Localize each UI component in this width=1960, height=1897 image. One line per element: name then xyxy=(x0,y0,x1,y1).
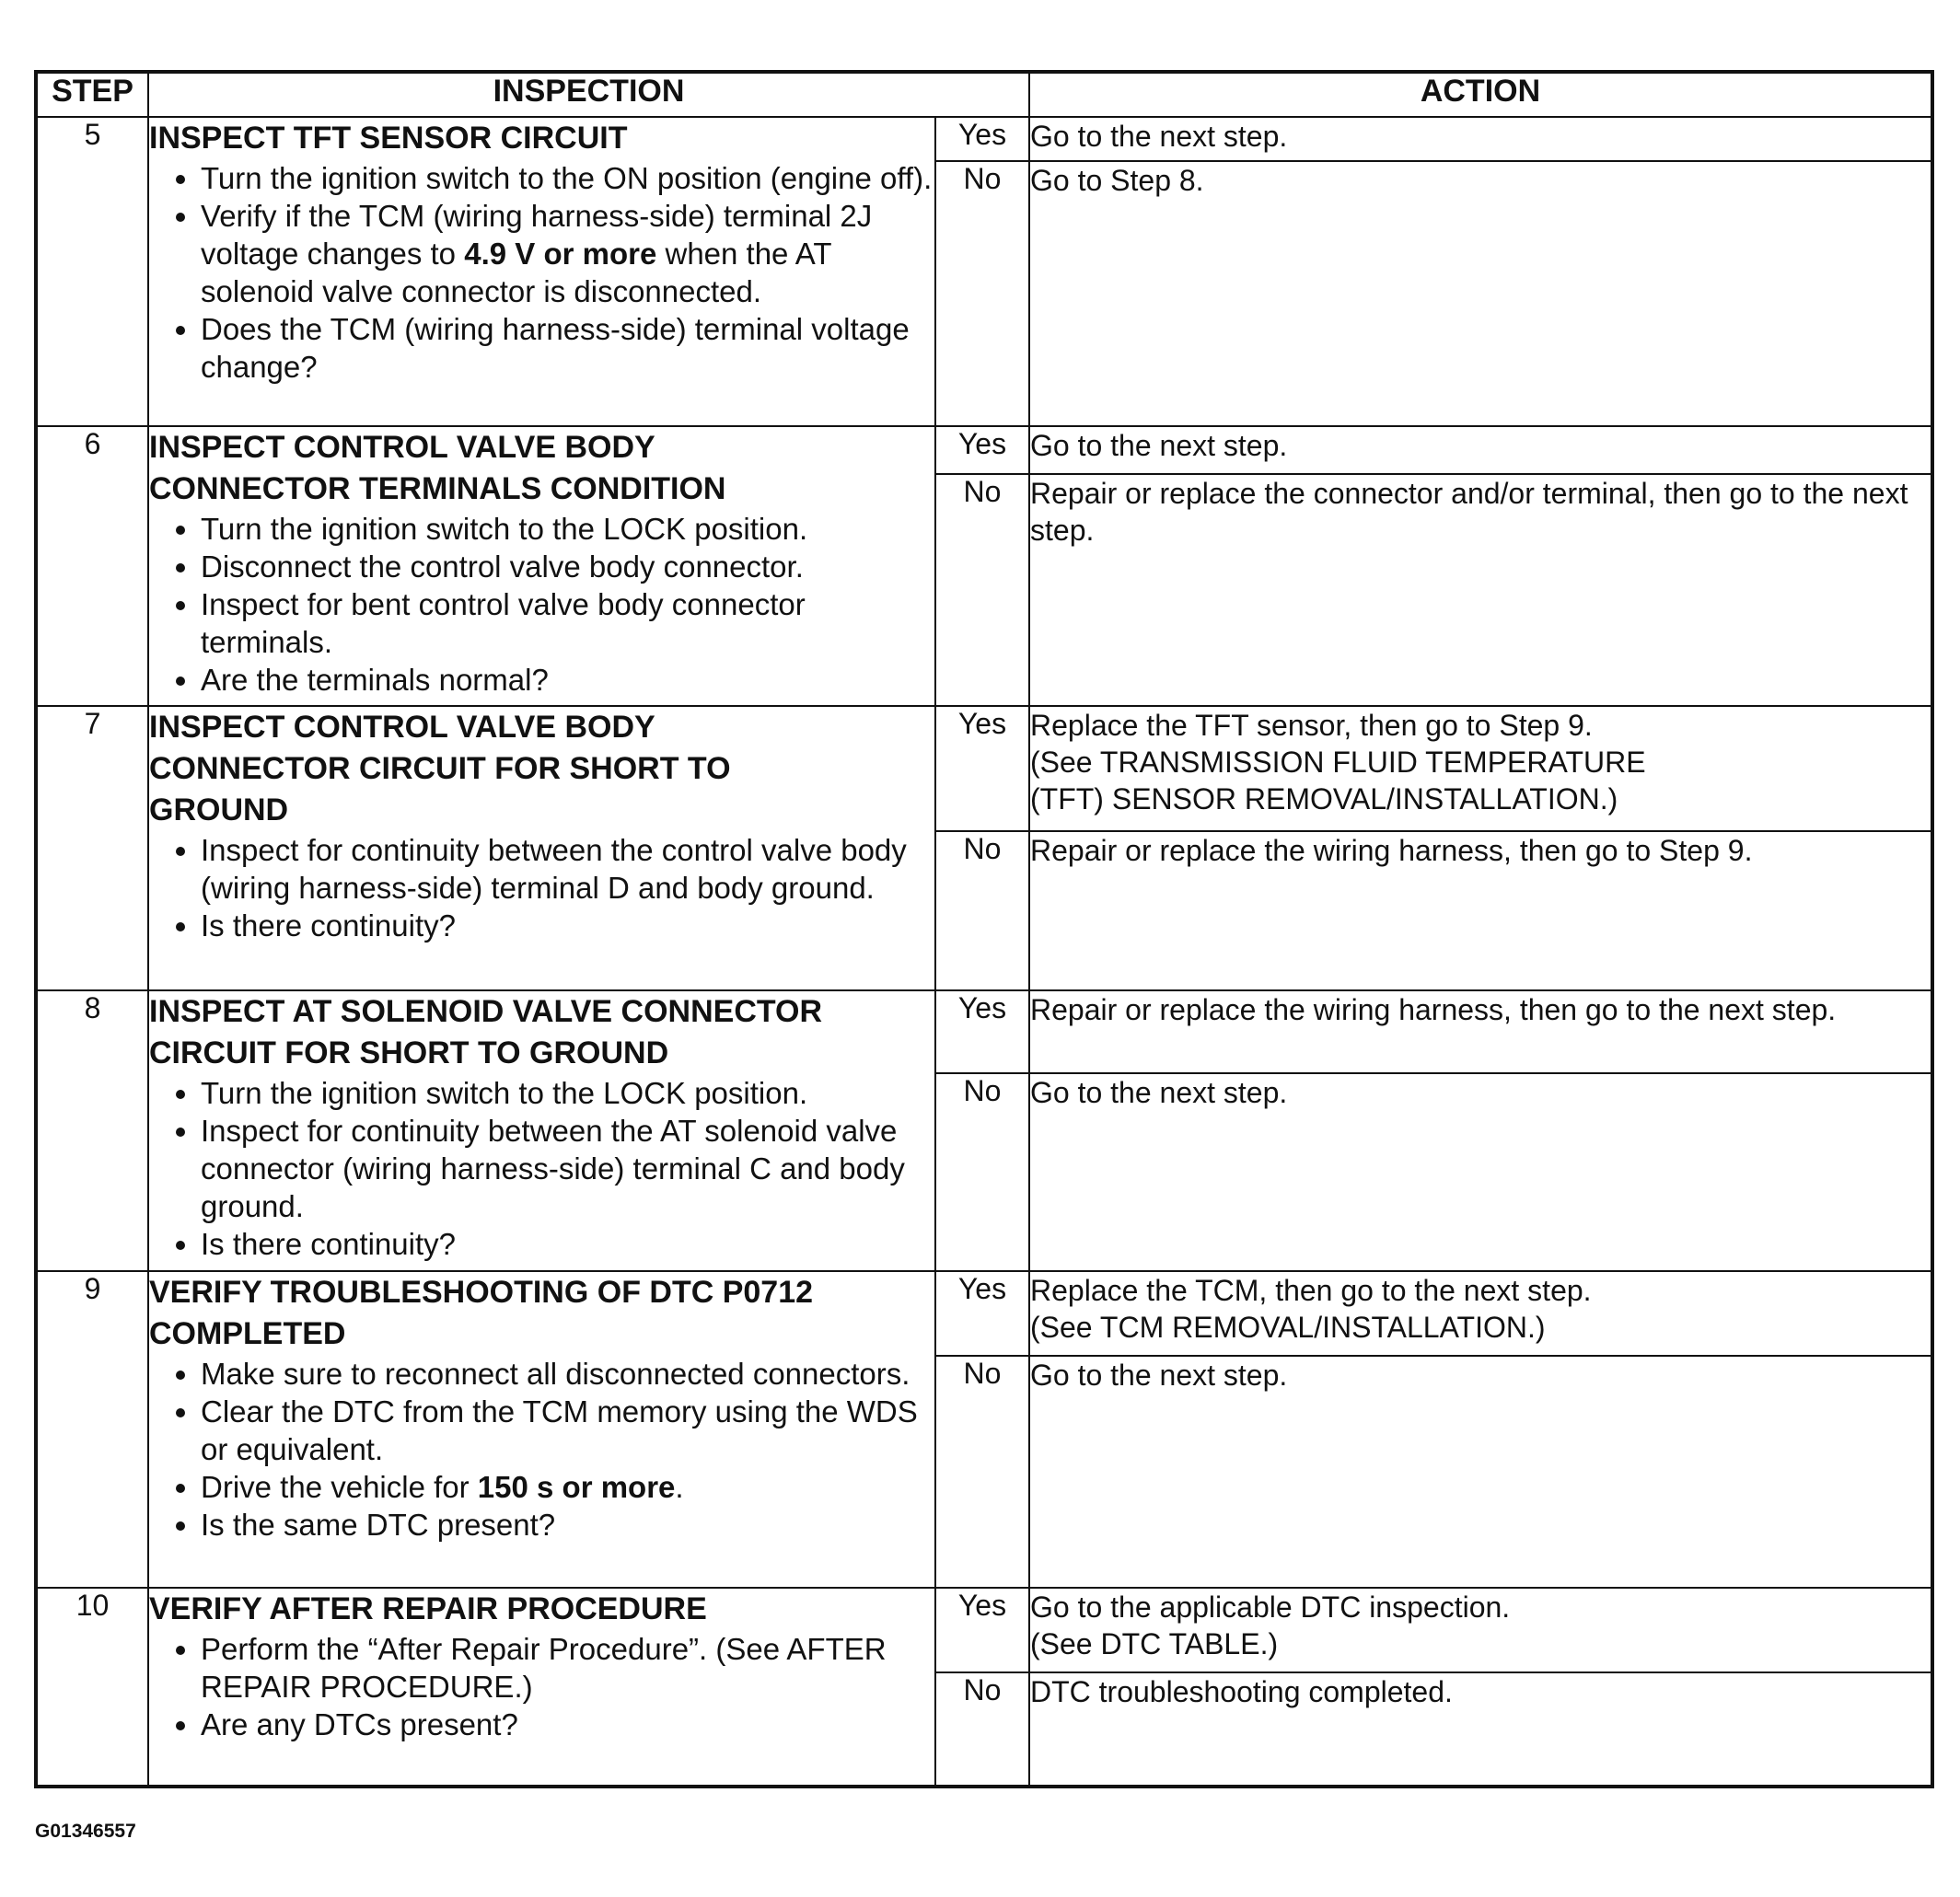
inspection-list xyxy=(149,159,934,386)
inspection-item-text: Drive the vehicle for xyxy=(201,1470,478,1504)
inspection-item: • Inspect for continuity between the control valve body (wiring harness-side) terminal D and body ground. xyxy=(201,831,934,907)
inspection-title: CONNECTOR CIRCUIT FOR SHORT TO xyxy=(149,751,731,786)
yes-label: Yes xyxy=(935,706,1029,831)
inspection-title: CONNECTOR TERMINALS CONDITION xyxy=(149,471,726,506)
inspection-title: INSPECT CONTROL VALVE BODY xyxy=(149,430,655,465)
figure-id: G01346557 xyxy=(35,1821,136,1842)
inspection-list xyxy=(149,1074,934,1263)
no-action xyxy=(1029,1356,1932,1588)
step-row-yes xyxy=(36,1271,1932,1356)
inspection-item-text: Verify if the TCM (wiring harness-side) terminal 2J voltage changes to xyxy=(201,199,873,271)
inspection-cell xyxy=(148,426,935,706)
no-label: No xyxy=(935,474,1029,706)
inspection-title: CIRCUIT FOR SHORT TO GROUND xyxy=(149,1035,669,1070)
step-row-yes xyxy=(36,426,1932,474)
step-number: 8 xyxy=(36,990,148,1271)
no-action xyxy=(1029,831,1932,990)
yes-action xyxy=(1029,1588,1932,1672)
no-action-line: Go to the next step. xyxy=(1030,1359,1288,1392)
yes-action xyxy=(1029,426,1932,474)
inspection-cell xyxy=(148,1271,935,1588)
inspection-title: VERIFY AFTER REPAIR PROCEDURE xyxy=(149,1591,707,1626)
inspection-list xyxy=(149,1355,934,1544)
yes-action-line: (See TRANSMISSION FLUID TEMPERATURE xyxy=(1030,746,1646,779)
inspection-item: • Is the same DTC present? xyxy=(201,1506,934,1544)
inspection-item-spec: 4.9 V or more xyxy=(464,237,657,271)
no-action xyxy=(1029,474,1932,706)
yes-action-line: Replace the TCM, then go to the next step. xyxy=(1030,1274,1592,1307)
inspection-cell xyxy=(148,1588,935,1787)
yes-label: Yes xyxy=(935,117,1029,161)
header-action: ACTION xyxy=(1029,72,1932,117)
yes-action xyxy=(1029,1271,1932,1356)
step-row-yes xyxy=(36,1588,1932,1672)
inspection-item: • Turn the ignition switch to the LOCK position. xyxy=(201,510,934,548)
no-label: No xyxy=(935,1073,1029,1271)
yes-action-line: Go to the next step. xyxy=(1030,120,1288,153)
inspection-title: COMPLETED xyxy=(149,1316,346,1351)
inspection-table xyxy=(34,70,1934,1788)
inspection-item: • Turn the ignition switch to the LOCK position. xyxy=(201,1074,934,1112)
inspection-item-text: when the AT solenoid valve connector is disconnected. xyxy=(201,237,831,308)
yes-action-line: Go to the applicable DTC inspection. xyxy=(1030,1590,1511,1624)
inspection-item: • Is there continuity? xyxy=(201,1225,934,1263)
yes-action-line: (See TCM REMOVAL/INSTALLATION.) xyxy=(1030,1311,1546,1344)
yes-action-line: Go to the next step. xyxy=(1030,429,1288,462)
inspection-title: INSPECT CONTROL VALVE BODY xyxy=(149,710,655,745)
inspection-list xyxy=(149,1630,934,1743)
header-row xyxy=(36,72,1932,117)
inspection-item: • Make sure to reconnect all disconnected connectors. xyxy=(201,1355,934,1393)
no-action xyxy=(1029,161,1932,426)
yes-action xyxy=(1029,990,1932,1073)
inspection-item-spec: 150 s or more xyxy=(477,1470,676,1504)
step-number: 6 xyxy=(36,426,148,706)
yes-action-line: (See DTC TABLE.) xyxy=(1030,1627,1279,1660)
inspection-item: • Are any DTCs present? xyxy=(201,1706,934,1743)
yes-action-line: Replace the TFT sensor, then go to Step 9. xyxy=(1030,709,1593,742)
inspection-item: • Are the terminals normal? xyxy=(201,661,934,699)
yes-label: Yes xyxy=(935,990,1029,1073)
no-label: No xyxy=(935,1356,1029,1588)
no-action xyxy=(1029,1073,1932,1271)
no-action-line: Repair or replace the wiring harness, then go to Step 9. xyxy=(1030,834,1753,867)
no-action-line: Repair or replace the connector and/or terminal, then go to the next step. xyxy=(1030,477,1908,547)
step-number: 9 xyxy=(36,1271,148,1588)
no-label: No xyxy=(935,831,1029,990)
header-inspection: INSPECTION xyxy=(148,72,1029,117)
inspection-item: • Is there continuity? xyxy=(201,907,934,944)
yes-label: Yes xyxy=(935,1588,1029,1672)
no-action-line: Go to Step 8. xyxy=(1030,164,1204,197)
no-action xyxy=(1029,1672,1932,1787)
step-number: 7 xyxy=(36,706,148,990)
step-row-yes xyxy=(36,117,1932,161)
inspection-item: • Turn the ignition switch to the ON position (engine off). xyxy=(201,159,934,197)
inspection-item-text: . xyxy=(675,1470,684,1504)
inspection-title: INSPECT TFT SENSOR CIRCUIT xyxy=(149,121,628,156)
yes-label: Yes xyxy=(935,1271,1029,1356)
step-number: 10 xyxy=(36,1588,148,1787)
no-label: No xyxy=(935,1672,1029,1787)
inspection-item: • Inspect for continuity between the AT solenoid valve connector (wiring harness-side) terminal C and body ground. xyxy=(201,1112,934,1225)
yes-action xyxy=(1029,117,1932,161)
inspection-item: • Clear the DTC from the TCM memory using the WDS or equivalent. xyxy=(201,1393,934,1468)
inspection-item xyxy=(201,1468,934,1506)
inspection-item: • Disconnect the control valve body connector. xyxy=(201,548,934,585)
inspection-cell xyxy=(148,990,935,1271)
no-action-line: Go to the next step. xyxy=(1030,1076,1288,1109)
inspection-item: • Perform the “After Repair Procedure”. (See AFTER REPAIR PROCEDURE.) xyxy=(201,1630,934,1706)
inspection-cell xyxy=(148,706,935,990)
inspection-item: • Does the TCM (wiring harness-side) terminal voltage change? xyxy=(201,310,934,386)
inspection-list xyxy=(149,831,934,944)
inspection-list xyxy=(149,510,934,699)
step-row-yes xyxy=(36,990,1932,1073)
inspection-cell xyxy=(148,117,935,426)
header-step: STEP xyxy=(36,72,148,117)
yes-action xyxy=(1029,706,1932,831)
no-action-line: DTC troubleshooting completed. xyxy=(1030,1675,1453,1708)
no-label: No xyxy=(935,161,1029,426)
inspection-title: VERIFY TROUBLESHOOTING OF DTC P0712 xyxy=(149,1275,814,1310)
yes-label: Yes xyxy=(935,426,1029,474)
inspection-title: GROUND xyxy=(149,792,289,827)
inspection-item: • Inspect for bent control valve body connector terminals. xyxy=(201,585,934,661)
inspection-item xyxy=(201,197,934,310)
yes-action-line: Repair or replace the wiring harness, then go to the next step. xyxy=(1030,993,1837,1026)
step-row-yes xyxy=(36,706,1932,831)
yes-action-line: (TFT) SENSOR REMOVAL/INSTALLATION.) xyxy=(1030,782,1618,815)
inspection-title: INSPECT AT SOLENOID VALVE CONNECTOR xyxy=(149,994,823,1029)
step-number: 5 xyxy=(36,117,148,426)
